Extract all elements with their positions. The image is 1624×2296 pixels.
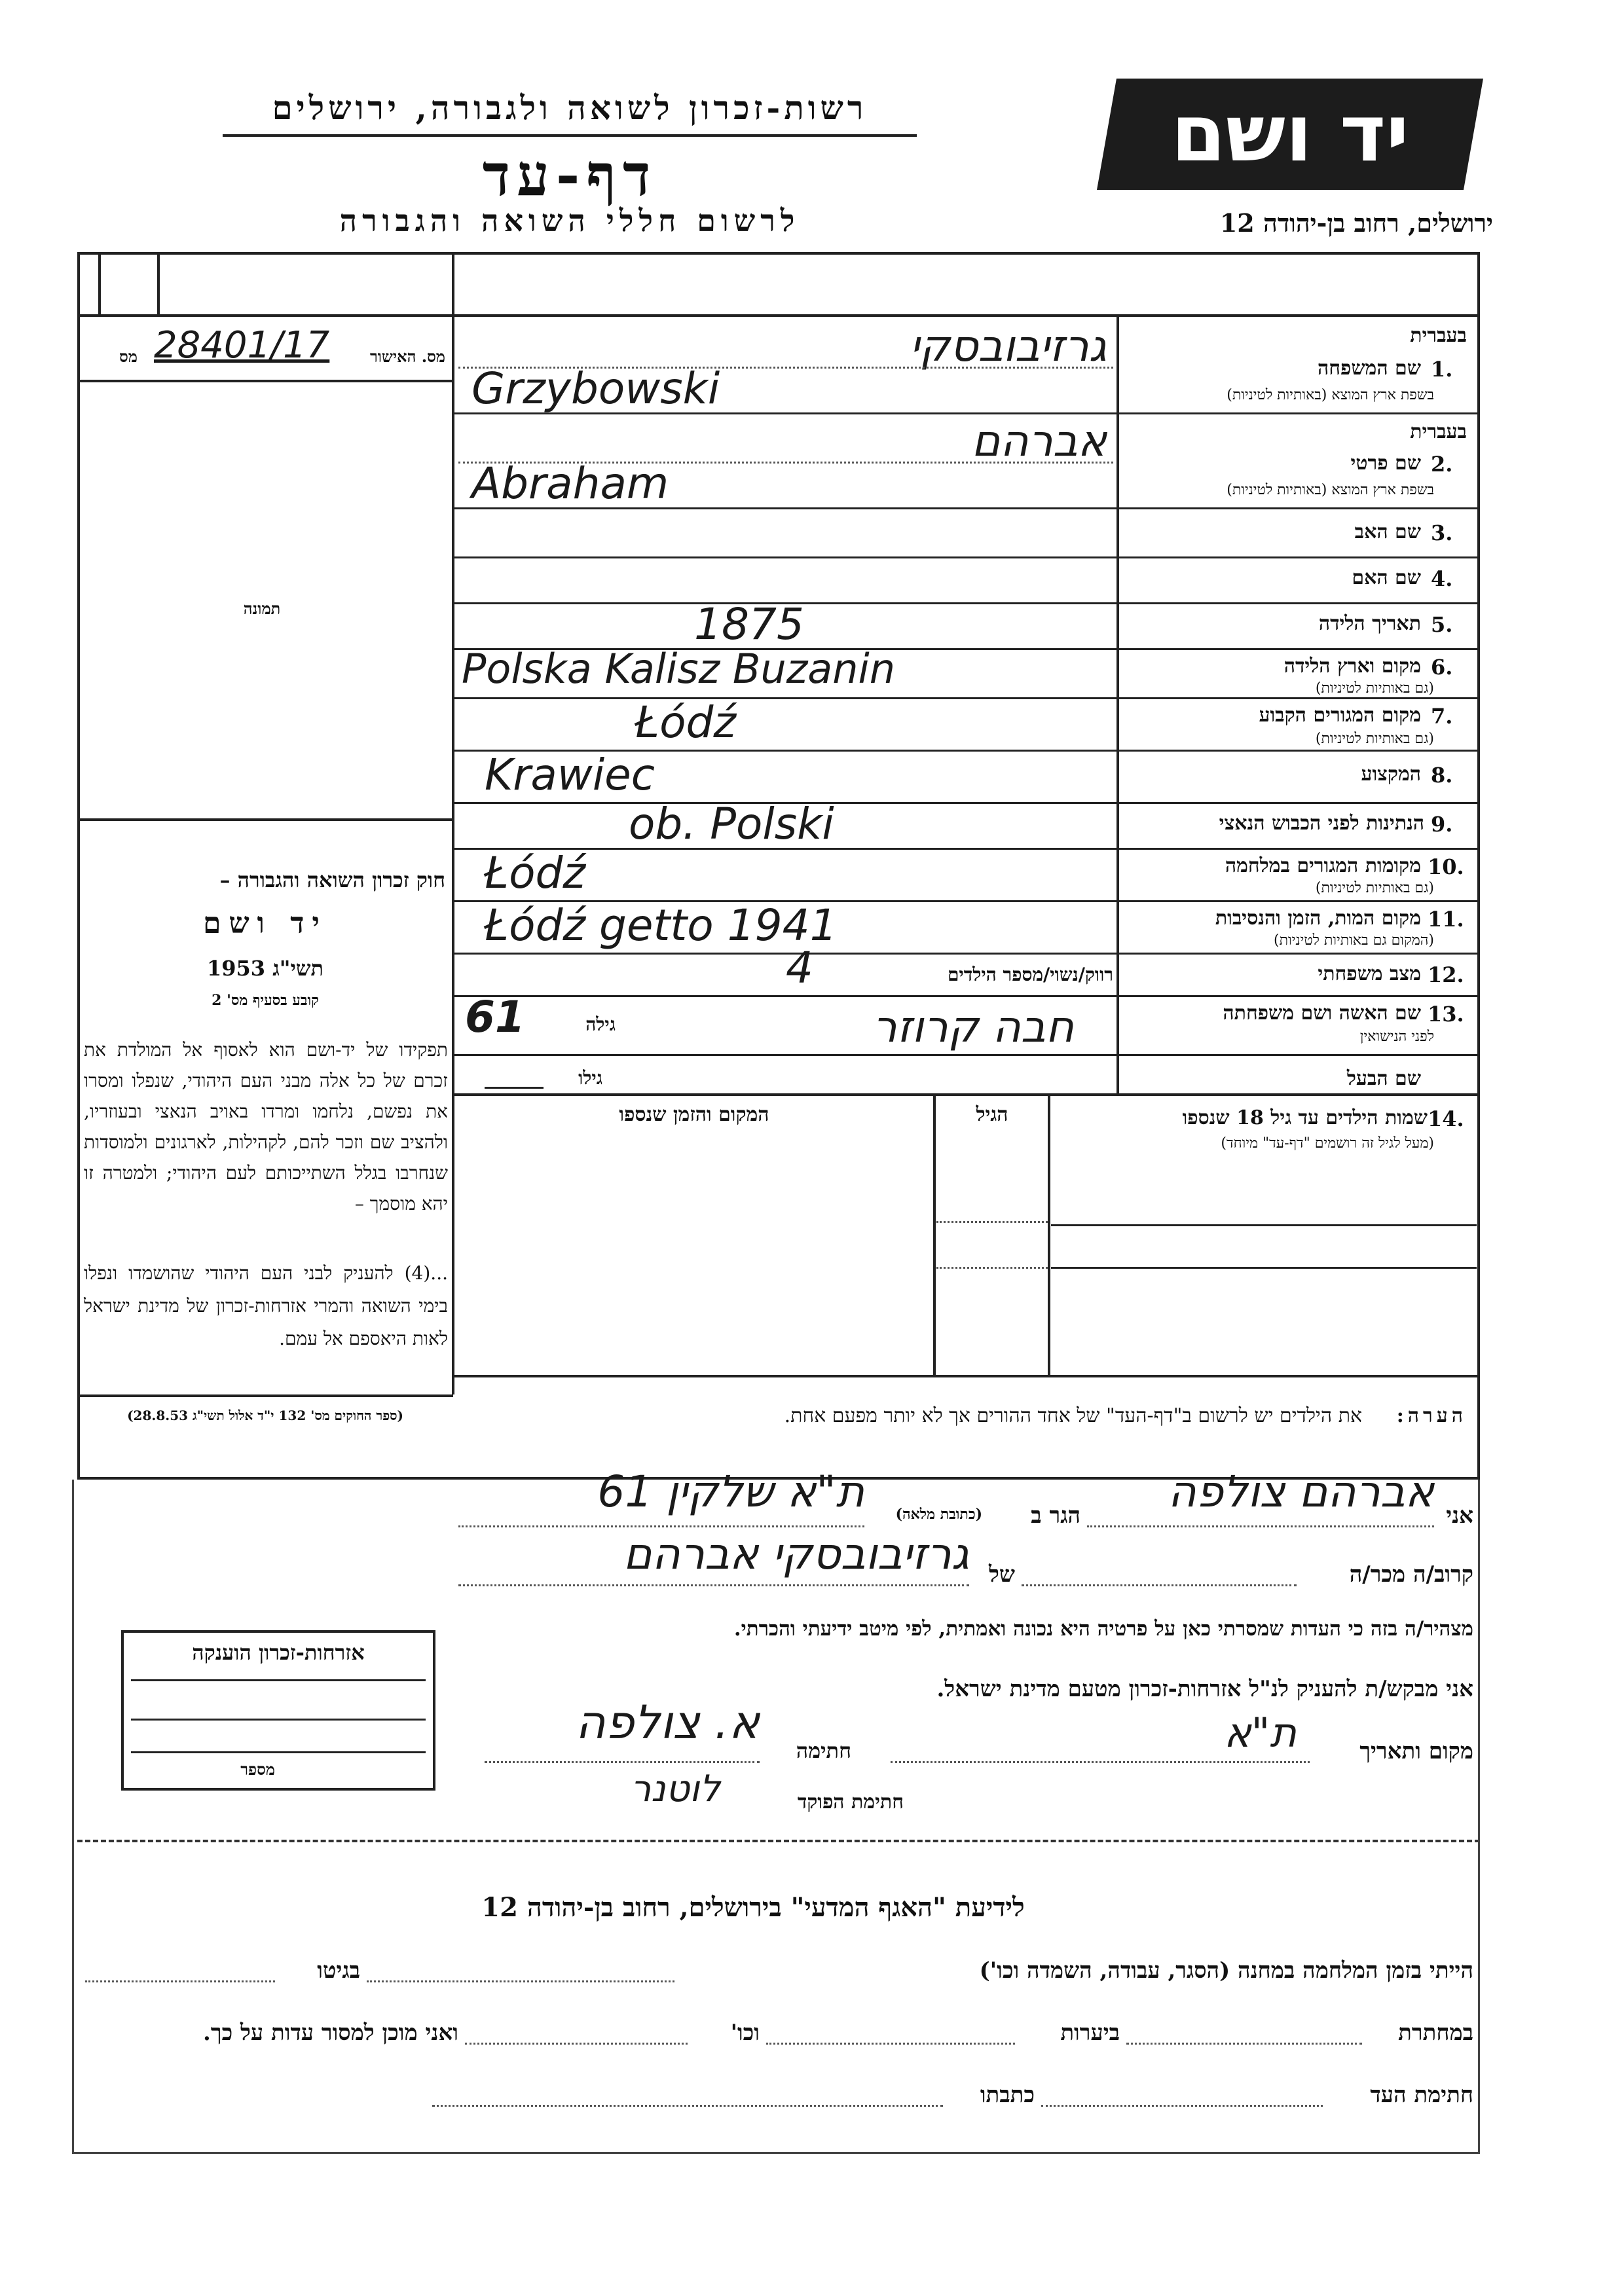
field-2-num: 2. — [1431, 452, 1453, 477]
field-12-label: מצב משפחתי — [1318, 962, 1421, 985]
approval-label: מס. האישור — [369, 347, 445, 366]
row-divider-13 — [453, 1054, 1479, 1056]
law-title: חוק זכרון השואה והגבורה – — [219, 867, 445, 892]
children-line-2 — [1051, 1267, 1477, 1269]
bottom-line2-b: ביערות — [1060, 2020, 1120, 2046]
top-strip-vline-1 — [98, 252, 101, 314]
decl-place-date-value: ת"א — [1224, 1709, 1297, 1757]
decl-relative-of: גרזיבובסקי אברהם — [623, 1529, 969, 1579]
approval-number: 28401/17 — [154, 324, 330, 367]
bottom-line3-b: כתבתו — [980, 2082, 1035, 2108]
children-row-2 — [936, 1267, 1048, 1269]
field-11-num: 11. — [1428, 907, 1464, 932]
form-title: דף-עד — [482, 141, 657, 209]
children-row-1 — [936, 1221, 1048, 1223]
field-6-sub: (גם באותיות לטיניות) — [1315, 680, 1434, 697]
decl-resident-label: הגר ב — [1031, 1503, 1080, 1529]
field-2-hebrew-value: אברהם — [971, 416, 1107, 466]
children-line-1 — [1051, 1224, 1477, 1226]
row-divider-6 — [453, 697, 1479, 699]
top-strip-divider — [77, 314, 1480, 317]
bottom-line2-d: ואני מוכן למסור עדות על כך. — [203, 2020, 458, 2046]
address: ירושלים, רחוב בן-יהודה 12 — [1219, 208, 1493, 238]
field-2-latin-value: Abraham — [471, 458, 669, 509]
field-1-hebrew-value: גרזיבובסקי — [910, 321, 1107, 371]
decl-request: אני מבקש/ת להעניק לנ"ל אזרחות-זכרון מטעם מדינת ישראל. — [936, 1676, 1473, 1702]
note-text: את הילדים יש לרשום ב"דף-העד" של אחד ההורים אך לא יותר מפעם אחת. — [784, 1404, 1362, 1427]
authority-title: רשות-זכרון לשואה ולגבורה, ירושלים — [272, 88, 868, 127]
field-12-inline-label: רווק/נשוי/מספר הילדים — [947, 964, 1113, 985]
note-label: הערה: — [1396, 1404, 1467, 1427]
field-10-num: 10. — [1428, 854, 1464, 879]
field-13-label: שם האשה ושם משפחתה — [1223, 1002, 1421, 1025]
bottom-line3-a: חתימת העד — [1370, 2082, 1473, 2108]
field-1-tag: בעברית — [1410, 324, 1467, 347]
law-section: קובע בסעיף מס' 2 — [212, 992, 319, 1009]
top-strip-vline-3 — [452, 252, 454, 314]
citizenship-title: אזרחות-זכרון הוענקה — [192, 1640, 365, 1665]
approval-no-suffix: מס — [119, 347, 138, 366]
photo-divider — [77, 818, 453, 821]
field-9-label: הנתינות לפני הכבוש הנאצי — [1219, 812, 1424, 835]
field-3-label: שם האב — [1354, 520, 1421, 543]
field-6-label: מקום וארץ הלידה — [1283, 655, 1421, 678]
field-5-value: 1875 — [694, 599, 804, 649]
citizenship-number-label: מספר — [240, 1760, 275, 1779]
logo-text: יד ושם — [1171, 88, 1409, 179]
field-7-num: 7. — [1431, 704, 1453, 729]
field-1-latin-value: Grzybowski — [471, 363, 720, 414]
right-col-border — [1116, 314, 1119, 1093]
field-13-sub: לפני הנישואין — [1359, 1029, 1434, 1045]
field-1-num: 1. — [1431, 357, 1453, 382]
bottom-line1-b: בגיטו — [317, 1958, 360, 1984]
bottom-title: לידיעת "האגף המדעי" בירושלים, רחוב בן-יהודה 12 — [481, 1892, 1025, 1923]
field-5-num: 5. — [1431, 612, 1453, 637]
row-divider-12 — [453, 995, 1479, 997]
row-divider-4 — [453, 602, 1479, 604]
field-12-value: 4 — [786, 943, 813, 993]
decl-signature-value: א. צולפה — [575, 1696, 760, 1749]
children-vline-2 — [1048, 1093, 1050, 1375]
decl-address-value: ת"א שלקין 61 — [597, 1467, 864, 1517]
field-6-value: Polska Kalisz Buzanin — [462, 645, 896, 693]
field-1-sub: בשפת ארץ המוצא (באותיות לטיניות) — [1227, 387, 1434, 403]
decl-inspector-label: חתימת הפוקד — [797, 1791, 904, 1813]
approval-divider — [77, 380, 453, 382]
field-10-label: מקומות המגורים במלחמה — [1225, 854, 1421, 877]
children-col-place: המקום והזמן שנספו — [619, 1103, 769, 1126]
field-2-tag: בעברית — [1410, 420, 1467, 443]
field-10-sub: (גם באותיות לטיניות) — [1315, 880, 1434, 896]
decl-i-label: אני — [1446, 1503, 1473, 1529]
authority-underline — [223, 134, 917, 137]
field-7-sub: (גם באותיות לטיניות) — [1315, 731, 1434, 747]
law-ref-divider — [77, 1394, 453, 1397]
decl-signature-label: חתימה — [796, 1738, 851, 1763]
law-text: תפקידו של יד-ושם הוא לאסוף אל המולדת את זכרם של כל אלה מבני העם היהודי, שנפלו ומסרו את נפשם, נלחמו ומרדו באויב הנאצי ובעוזריו, ולהציב שם וזכר להם, לקהילות, לארגונים ולמוסדות שנחרבו בגלל השתייכותם לעם היהודי; ולמטרה זו יהא מוסמך – — [84, 1039, 448, 1214]
decl-statement: מצהיר/ה בזה כי העדות שמסרתי כאן על פרטיה היא נכונה ואמתית, לפי מיטב ידיעתי והכרתי. — [733, 1617, 1473, 1641]
row-divider-11 — [453, 953, 1479, 955]
husband-age-line — [485, 1087, 544, 1089]
field-13-age-label: גילה — [585, 1013, 616, 1035]
law-text-2: ...(4) להעניק לבני העם היהודי שהושמדו ונפלו בימי השואה והמרי אזרחות-זכרון של מדינת ישראל לאות היאספם אל עמם. — [84, 1262, 448, 1349]
page-frame — [72, 1480, 1480, 2154]
bottom-line2-a: במחתרת — [1398, 2020, 1473, 2046]
husband-age-label: גילו — [578, 1067, 602, 1089]
field-13-num: 13. — [1428, 1002, 1464, 1027]
law-year: תשי"ג 1953 — [207, 956, 323, 981]
children-sub: (מעל לגיל זה רושמים "דף-עד" מיוחד) — [1221, 1135, 1434, 1152]
field-9-num: 9. — [1431, 812, 1453, 837]
logo — [1097, 79, 1483, 190]
children-label: שמות הילדים עד גיל 18 שנספו — [1182, 1106, 1428, 1129]
field-7-label: מקום המגורים הקבוע — [1259, 704, 1421, 727]
decl-place-date-label: מקום ותאריך — [1359, 1738, 1473, 1764]
field-11-label: מקום המות, הזמן והנסיבות — [1215, 907, 1421, 930]
field-13-age-value: 61 — [465, 992, 525, 1042]
photo-label: תמונה — [243, 599, 281, 618]
field-9-value: ob. Polski — [629, 799, 834, 849]
field-10-value: Łódź — [485, 848, 586, 898]
field-8-label: המקצוע — [1361, 763, 1421, 786]
children-num: 14. — [1428, 1106, 1464, 1131]
field-4-label: שם האם — [1352, 566, 1421, 589]
decl-witness-name: אברהם צולפה — [1168, 1467, 1434, 1517]
decl-of-label: של — [989, 1561, 1015, 1588]
field-4-num: 4. — [1431, 566, 1453, 591]
field-2-label: שם פרטי — [1350, 452, 1421, 475]
children-vline-1 — [933, 1093, 936, 1375]
top-strip-vline-2 — [157, 252, 160, 314]
husband-label: שם הבעל — [1346, 1067, 1421, 1090]
field-12-num: 12. — [1428, 962, 1464, 987]
left-col-border — [452, 314, 454, 1394]
bottom-line1-a: הייתי בזמן המלחמה במחנה (הסגר, עבודה, השמדה וכו') — [979, 1958, 1473, 1984]
bottom-line2-c: וכו' — [730, 2020, 760, 2046]
field-8-num: 8. — [1431, 763, 1453, 788]
law-name: יד ושם — [203, 907, 327, 940]
decl-inspector-value: לוטנר — [630, 1768, 720, 1810]
field-11-sub: (המקום גם באותיות לטיניות) — [1274, 932, 1434, 949]
decl-relative-label: קרוב/ה מכר/ה — [1349, 1561, 1473, 1588]
field-8-value: Krawiec — [485, 750, 655, 800]
note-top — [453, 1375, 1479, 1377]
field-6-num: 6. — [1431, 655, 1453, 680]
field-13-value: חבה קרוזר — [872, 1002, 1074, 1052]
decl-address-hint: (כתובת מלאה) — [895, 1506, 982, 1523]
field-3-num: 3. — [1431, 520, 1453, 545]
row-divider-3 — [453, 556, 1479, 558]
field-11-value: Łódź getto 1941 — [485, 900, 838, 951]
field-1-label: שם המשפחה — [1317, 357, 1421, 380]
children-col-age: הגיל — [976, 1103, 1008, 1126]
field-5-label: תאריך הלידה — [1318, 612, 1421, 635]
field-7-value: Łódź — [635, 697, 737, 748]
form-subtitle: לרשום חללי השואה והגבורה — [339, 203, 800, 238]
law-ref: (ספר החוקים מס' 132 י"ד אלול תשי"ג 28.8.53) — [127, 1408, 403, 1423]
field-2-sub: בשפת ארץ המוצא (באותיות לטיניות) — [1227, 482, 1434, 498]
children-top — [453, 1093, 1479, 1096]
